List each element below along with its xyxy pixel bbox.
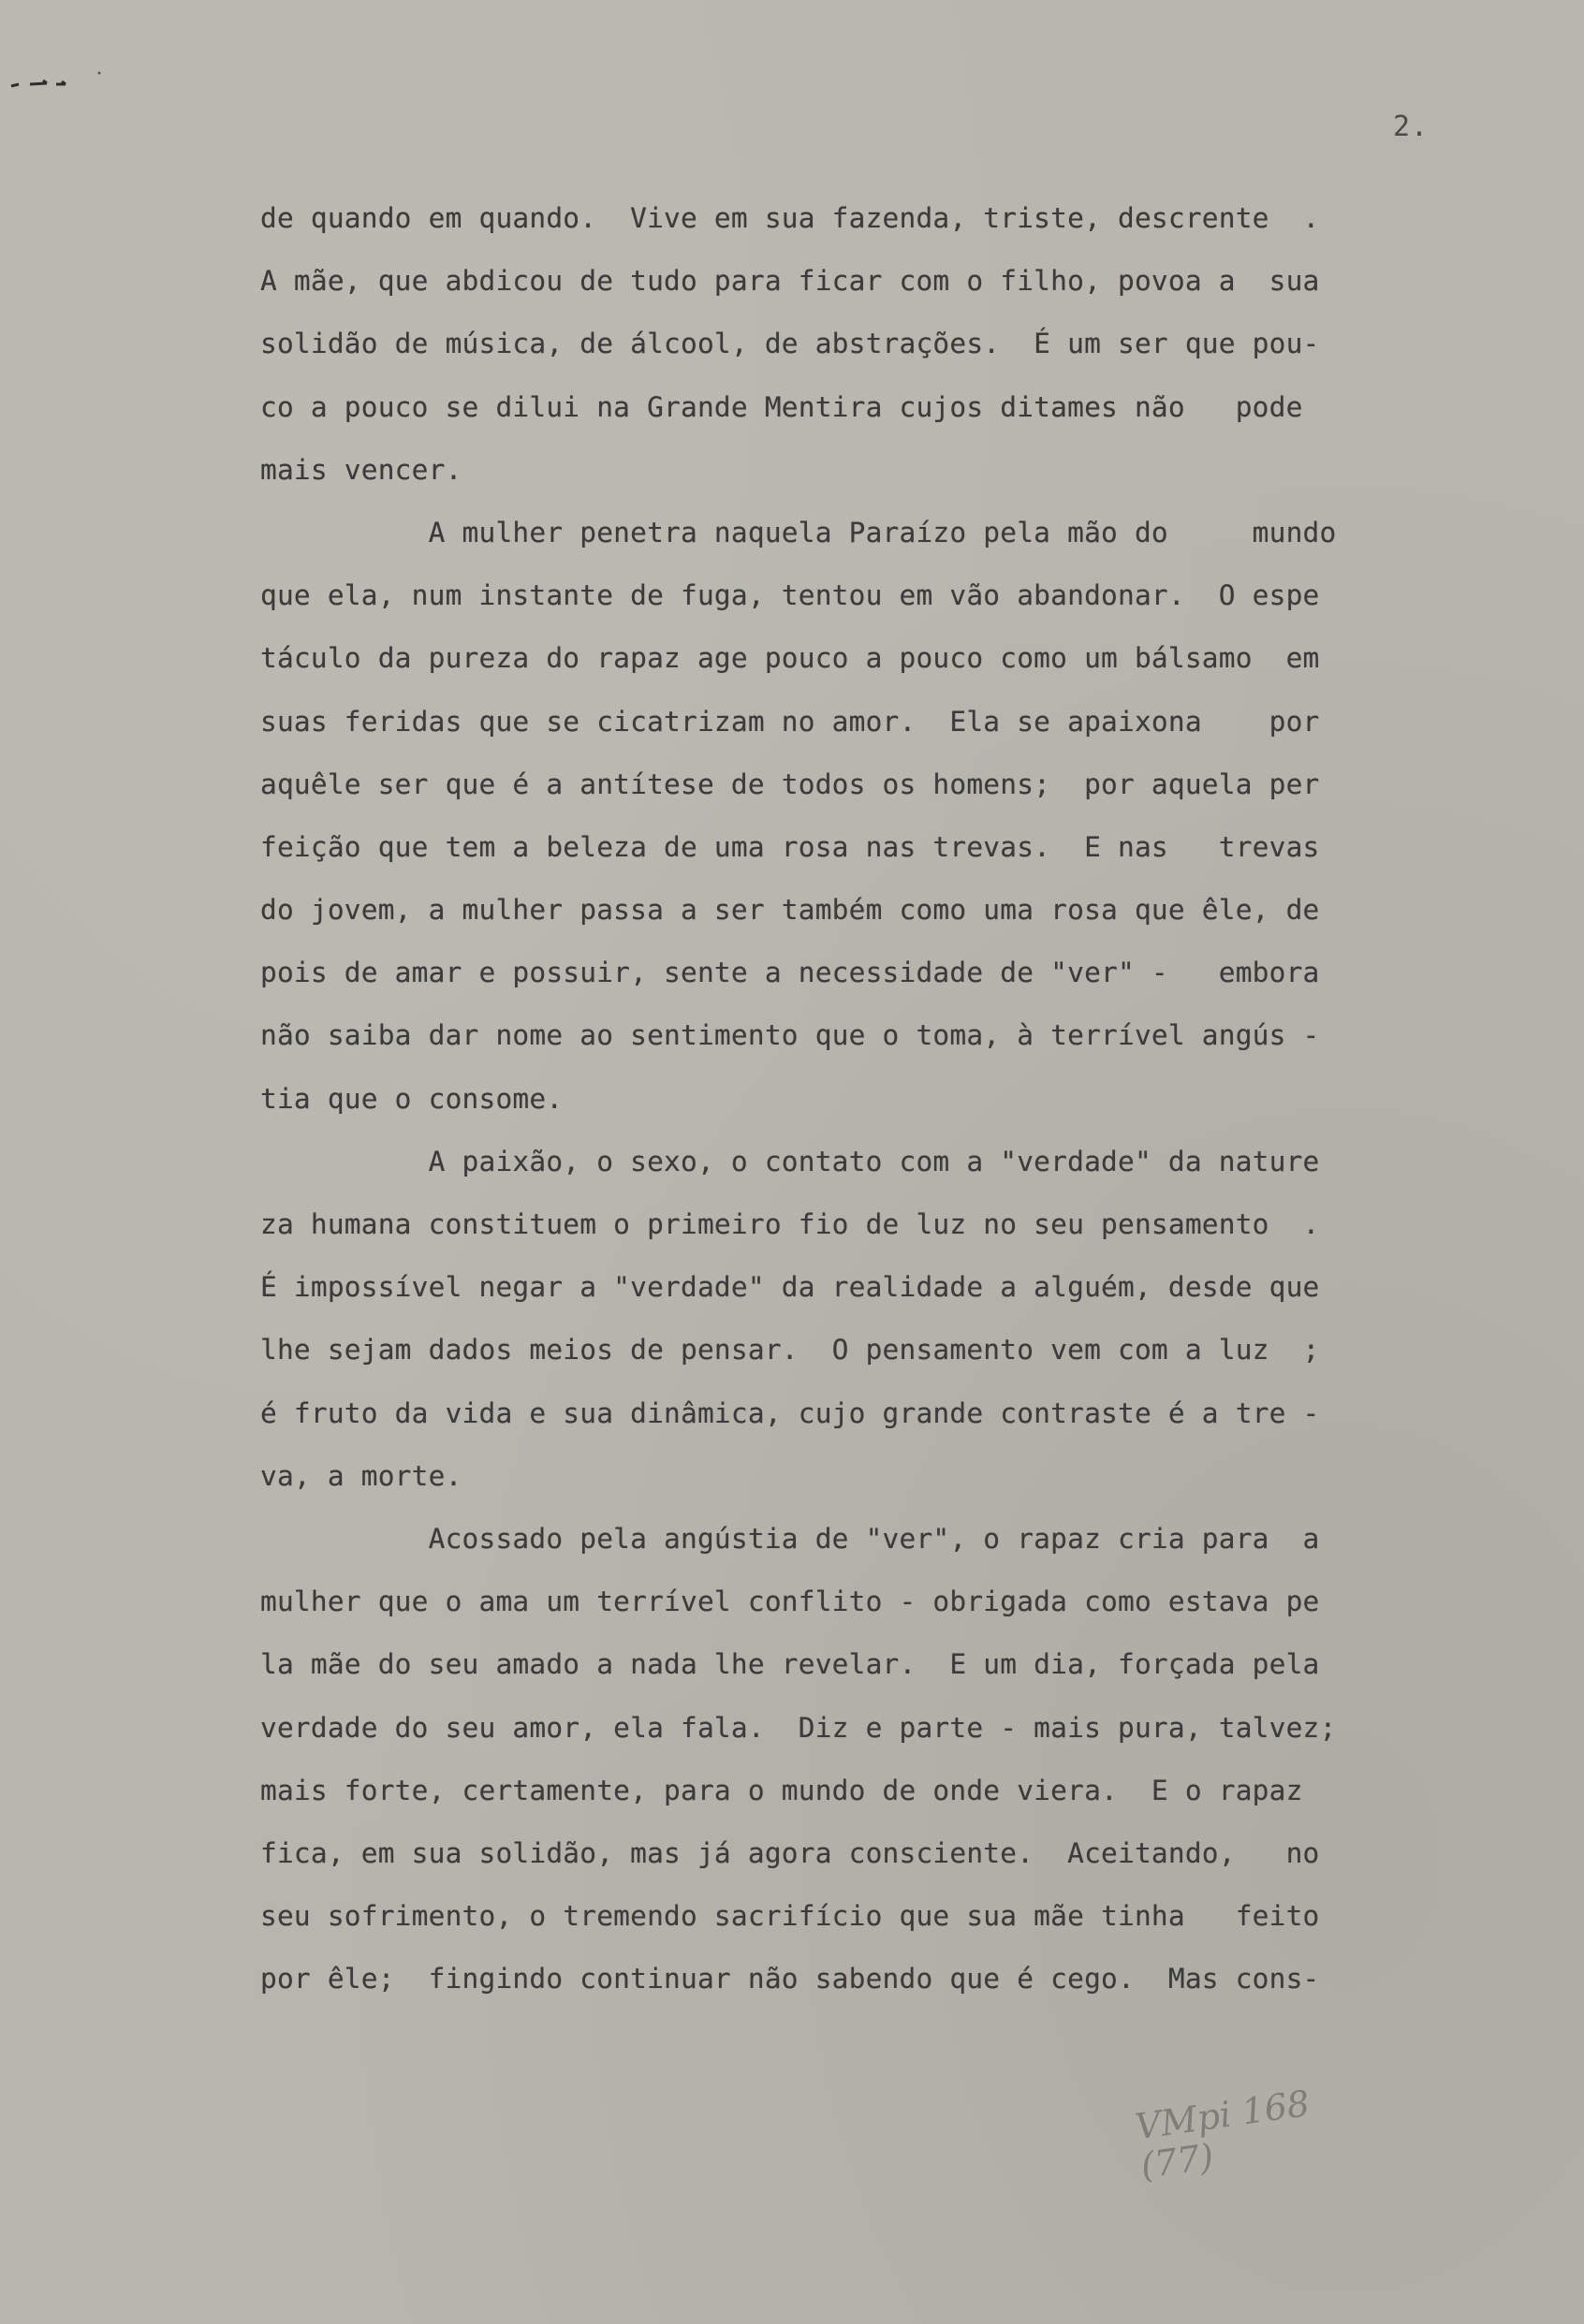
text-line: de quando em quando. Vive em sua fazenda, triste, descrente . <box>260 202 1320 234</box>
text-line: lhe sejam dados meios de pensar. O pensamento vem com a luz ; <box>260 1334 1320 1367</box>
page-number: 2. <box>1393 110 1430 143</box>
text-line: verdade do seu amor, ela fala. Diz e parte - mais pura, talvez; <box>260 1711 1337 1744</box>
text-line: A mulher penetra naquela Paraízo pela mão do mundo <box>260 516 1337 548</box>
text-line: feição que tem a beleza de uma rosa nas trevas. E nas trevas <box>260 830 1320 863</box>
pen-marks <box>9 66 122 94</box>
text-line: é fruto da vida e sua dinâmica, cujo grande contraste é a tre - <box>260 1396 1320 1429</box>
text-line: que ela, num instante de fuga, tentou em vão abandonar. O espe <box>260 579 1320 612</box>
body-text <box>260 197 1440 2020</box>
text-line: la mãe do seu amado a nada lhe revelar. E um dia, forçada pela <box>260 1648 1320 1681</box>
text-line: pois de amar e possuir, sente a necessidade de "ver" - embora <box>260 957 1320 989</box>
text-line: za humana constituem o primeiro fio de luz no seu pensamento . <box>260 1208 1320 1240</box>
text-line: fica, em sua solidão, mas já agora consciente. Aceitando, no <box>260 1836 1320 1869</box>
text-line: por êle; fingindo continuar não sabendo que é cego. Mas cons- <box>260 1963 1320 1995</box>
text-line: seu sofrimento, o tremendo sacrifício que sua mãe tinha feito <box>260 1900 1320 1933</box>
text-line: Acossado pela angústia de "ver", o rapaz cria para a <box>260 1522 1320 1555</box>
text-line: aquêle ser que é a antítese de todos os homens; por aquela per <box>260 767 1320 800</box>
text-line: táculo da pureza do rapaz age pouco a pouco como um bálsamo em <box>260 642 1320 675</box>
text-line: A paixão, o sexo, o contato com a "verdade" da nature <box>260 1145 1320 1177</box>
text-line: mais vencer. <box>260 453 462 486</box>
text-line: mulher que o ama um terrível conflito - obrigada como estava pe <box>260 1586 1320 1618</box>
text-line: co a pouco se dilui na Grande Mentira cujos ditames não pode <box>260 390 1303 423</box>
text-line: não saiba dar nome ao sentimento que o toma, à terrível angús - <box>260 1019 1320 1052</box>
text-line: va, a morte. <box>260 1459 462 1492</box>
text-line: É impossível negar a "verdade" da realidade a alguém, desde que <box>260 1271 1320 1304</box>
text-line: suas feridas que se cicatrizam no amor. Ela se apaixona por <box>260 705 1320 738</box>
text-line: do jovem, a mulher passa a ser também como uma rosa que êle, de <box>260 894 1320 927</box>
text-line: mais forte, certamente, para o mundo de onde viera. E o rapaz <box>260 1774 1303 1806</box>
text-line: solidão de música, de álcool, de abstrações. É um ser que pou- <box>260 328 1320 360</box>
text-line: A mãe, que abdicou de tudo para ficar com o filho, povoa a sua <box>260 265 1320 298</box>
archive-reference-note: VMpi 168 (77) <box>1132 2082 1313 2187</box>
text-line: tia que o consome. <box>260 1082 564 1115</box>
